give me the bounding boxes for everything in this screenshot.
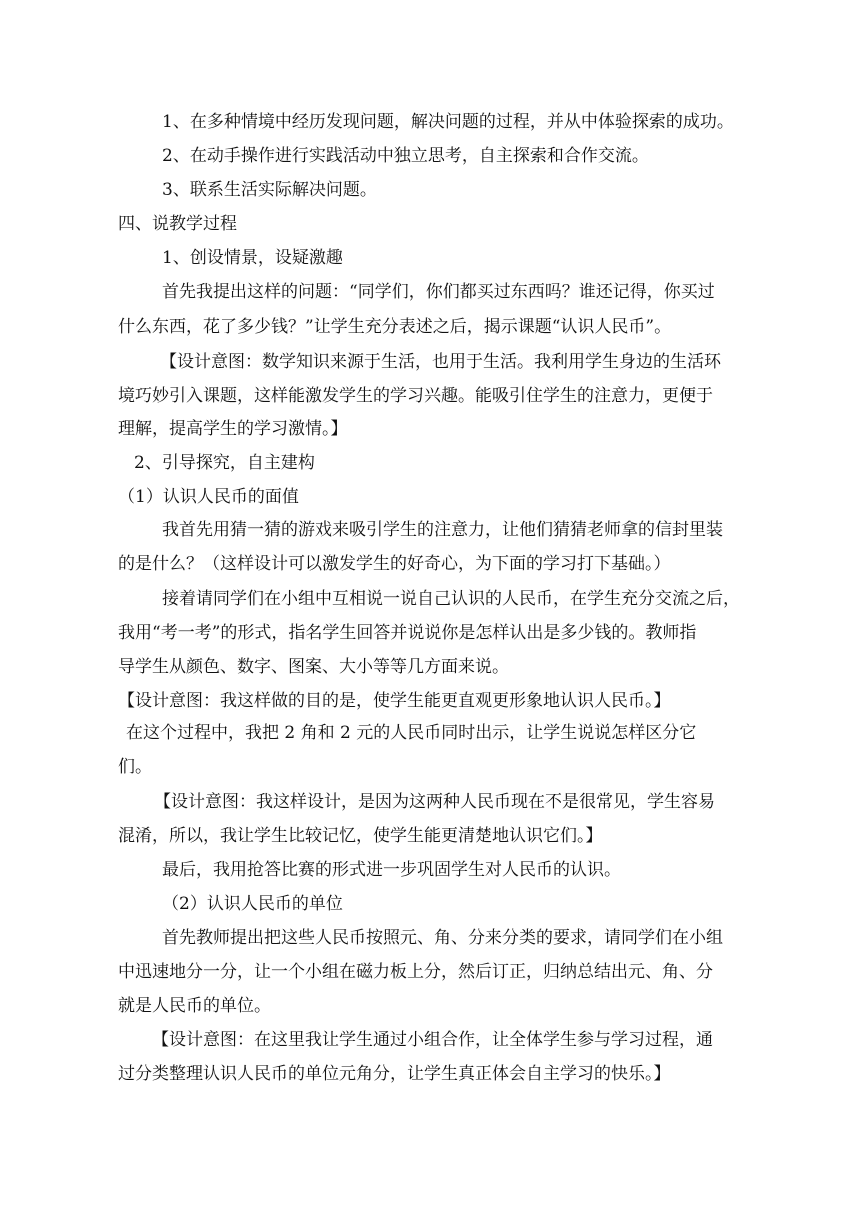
objective-line-1: 1、在多种情境中经历发现问题，解决问题的过程，并从中体验探索的成功。 [162,112,734,132]
subheading-1: 1、创设情景，设疑激趣 [162,248,343,268]
paragraph-line: 的是什么？（这样设计可以激发学生的好奇心，为下面的学习打下基础。） [118,554,671,574]
paragraph-line: 接着请同学们在小组中互相说一说自己认识的人民币，在学生充分交流之后， [162,589,740,609]
paragraph-line: 首先我提出这样的问题：“同学们，你们都买过东西吗？谁还记得，你买过 [162,282,715,302]
paragraph-line: 们。 [118,757,152,777]
subheading-2: 2、引导探究，自主建构 [134,453,315,473]
objective-line-3: 3、联系生活实际解决问题。 [162,180,377,200]
paragraph-line: 就是人民币的单位。 [118,996,271,1016]
subheading-2-2: （2）认识人民币的单位 [162,894,343,914]
paragraph-line: 我首先用猜一猜的游戏来吸引学生的注意力，让他们猜猜老师拿的信封里装 [162,520,723,540]
design-intent-line: 【设计意图：我这样设计，是因为这两种人民币现在不是很常见，学生容易 [154,792,715,812]
design-intent-line: 境巧妙引入课题，这样能激发学生的学习兴趣。能吸引住学生的注意力，更便于 [118,386,713,406]
paragraph-line: 首先教师提出把这些人民币按照元、角、分来分类的要求，请同学们在小组 [162,928,723,948]
design-intent-line: 【设计意图：数学知识来源于生活，也用于生活。我利用学生身边的生活环 [160,352,721,372]
paragraph-line: 最后，我用抢答比赛的形式进一步巩固学生对人民币的认识。 [162,860,621,880]
design-intent-line: 理解，提高学生的学习激情。】 [118,419,348,439]
design-intent-line: 过分类整理认识人民币的单位元角分，让学生真正体会自主学习的快乐。】 [118,1064,671,1084]
design-intent-line: 混淆，所以，我让学生比较记忆，使学生能更清楚地认识它们。】 [118,826,603,846]
paragraph-line: 导学生从颜色、数字、图案、大小等等几方面来说。 [118,657,509,677]
subheading-2-1: （1）认识人民币的面值 [118,487,299,507]
paragraph-line: 我用“考一考”的形式，指名学生回答并说说你是怎样认出是多少钱的。教师指 [118,623,697,643]
paragraph-line: 什么东西，花了多少钱？”让学生充分表述之后，揭示课题“认识人民币”。 [118,317,672,337]
section-heading-4: 四、说教学过程 [118,214,237,234]
paragraph-line: 在这个过程中，我把 2 角和 2 元的人民币同时出示，让学生说说怎样区分它 [126,723,697,743]
design-intent-line: 【设计意图：在这里我让学生通过小组合作，让全体学生参与学习过程，通 [152,1030,713,1050]
paragraph-line: 中迅速地分一分，让一个小组在磁力板上分，然后订正，归纳总结出元、角、分 [118,962,713,982]
objective-line-2: 2、在动手操作进行实践活动中独立思考，自主探索和合作交流。 [162,146,649,166]
design-intent-line: 【设计意图：我这样做的目的是，使学生能更直观更形象地认识人民币。】 [118,691,671,711]
